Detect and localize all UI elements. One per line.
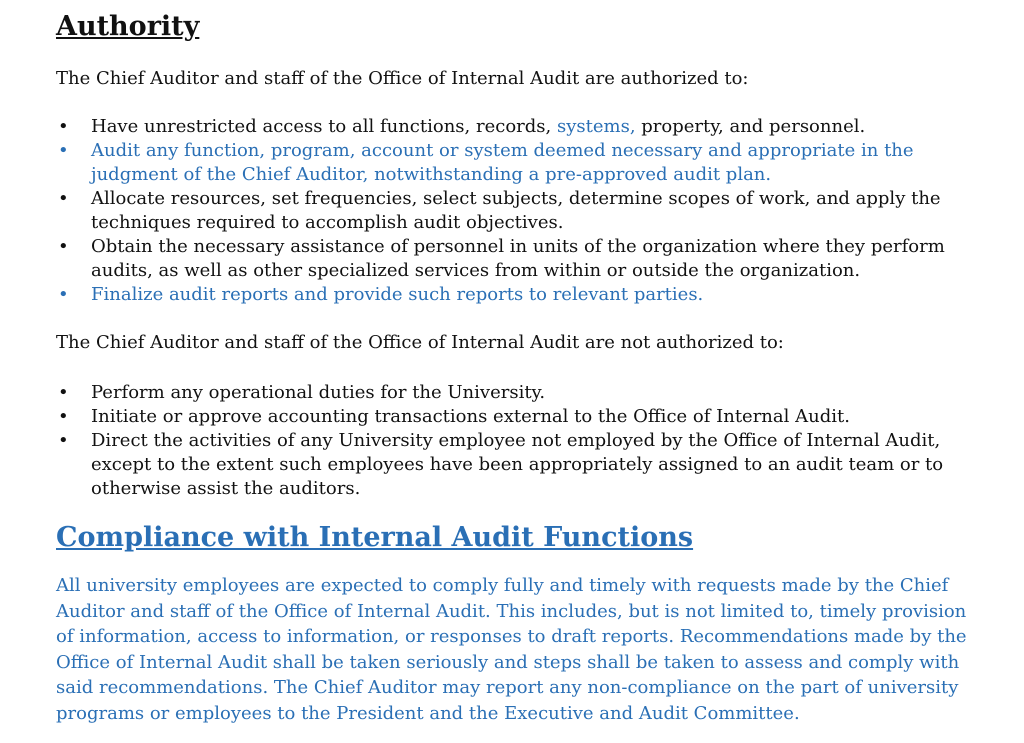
- list-item-text: Initiate or approve accounting transactions external to the Office of Internal Audit.: [91, 406, 850, 427]
- bullet-icon: •: [58, 140, 69, 161]
- list-item-text: Audit any function, program, account or system deemed necessary and appropriate in the judgment of the Chief Auditor, notwithstanding a pre-approved audit plan.: [91, 140, 914, 185]
- authorized-intro: The Chief Auditor and staff of the Office of Internal Audit are authorized to:: [56, 68, 749, 89]
- list-item: [56, 381, 976, 405]
- list-item: [56, 115, 976, 139]
- list-item-text: Obtain the necessary assistance of personnel in units of the organization where they perform audits, as well as other specialized services from within or outside the organization.: [91, 236, 945, 281]
- compliance-paragraph: All university employees are expected to comply fully and timely with requests made by the Chief Auditor and staff of the Office of Internal Audit. This includes, but is not limited to, timely provision of information, access to information, or responses to draft reports. Recommendations made by the Office of Internal Audit shall be taken seriously and steps shall be taken to assess and comply with said recommendations. The Chief Auditor may report any non-compliance on the part of university programs or employees to the President and the Executive and Audit Committee.: [56, 575, 967, 724]
- bullet-icon: •: [58, 284, 69, 305]
- authority-heading: Authority: [56, 11, 200, 42]
- list-item-text: Allocate resources, set frequencies, select subjects, determine scopes of work, and apply the techniques required to accomplish audit objectives.: [91, 188, 941, 233]
- list-item: [56, 235, 976, 283]
- list-item: [56, 139, 976, 187]
- authorized-list: [56, 115, 976, 307]
- list-item: [56, 429, 976, 501]
- list-item: [56, 405, 976, 429]
- list-item-text: Perform any operational duties for the University.: [91, 382, 546, 403]
- compliance-heading: Compliance with Internal Audit Functions: [56, 522, 694, 553]
- bullet-icon: •: [58, 406, 69, 427]
- document-page: [56, 11, 976, 726]
- not-authorized-list: [56, 381, 976, 501]
- list-item: [56, 187, 976, 235]
- bullet-icon: •: [58, 116, 69, 137]
- not-authorized-intro: The Chief Auditor and staff of the Office of Internal Audit are not authorized to:: [56, 332, 784, 353]
- list-item-text: Finalize audit reports and provide such reports to relevant parties.: [91, 284, 704, 305]
- bullet-icon: •: [58, 430, 69, 451]
- list-item: [56, 283, 976, 307]
- bullet-icon: •: [58, 382, 69, 403]
- list-item-text: Direct the activities of any University employee not employed by the Office of Internal Audit, except to the extent such employees have been appropriately assigned to an audit team or to otherwise assist the auditors.: [91, 430, 944, 499]
- bullet-icon: •: [58, 236, 69, 257]
- list-item-text: Have unrestricted access to all functions, records, systems, property, and personnel.: [91, 116, 866, 137]
- bullet-icon: •: [58, 188, 69, 209]
- highlighted-text: systems,: [556, 116, 636, 137]
